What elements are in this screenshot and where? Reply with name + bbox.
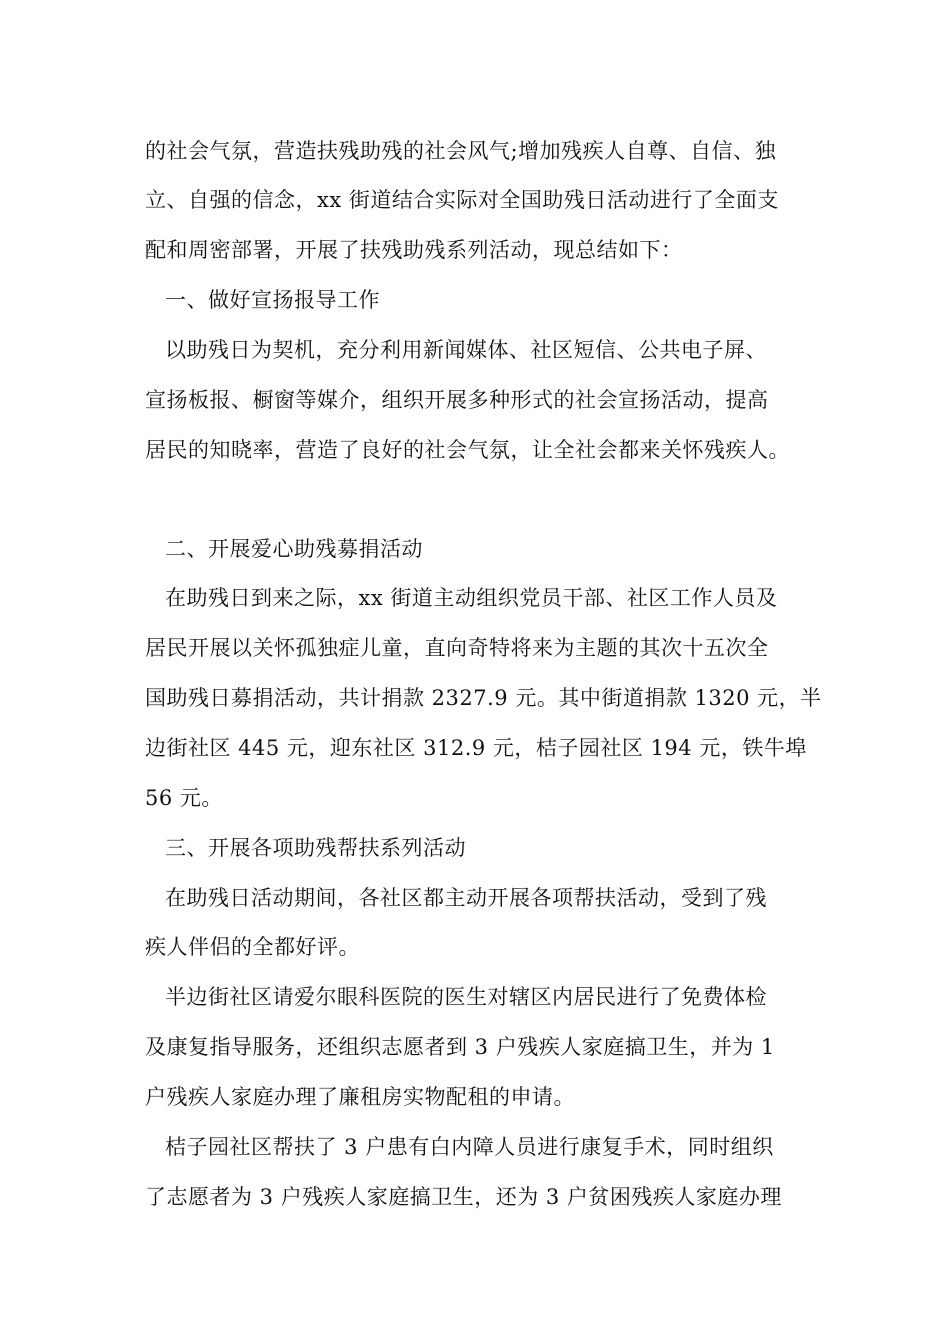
paragraph-line: 国助残日募捐活动，共计捐款 2327.9 元。其中街道捐款 1320 元，半: [145, 686, 822, 710]
paragraph-line: 居民开展以关怀孤独症儿童，直向奇特将来为主题的其次十五次全: [145, 636, 769, 660]
paragraph-line: 户残疾人家庭办理了廉租房实物配租的申请。: [145, 1085, 575, 1109]
paragraph-line: 半边街社区请爱尔眼科医院的医生对辖区内居民进行了免费体检: [165, 985, 767, 1009]
paragraph-line: 在助残日到来之际，xx 街道主动组织党员干部、社区工作人员及: [165, 586, 778, 610]
paragraph-line: 立、自强的信念，xx 街道结合实际对全国助残日活动进行了全面支: [145, 188, 779, 212]
paragraph-line: 配和周密部署，开展了扶残助残系列活动，现总结如下：: [145, 238, 683, 262]
paragraph-line: 居民的知晓率，营造了良好的社会气氛，让全社会都来关怀残疾人。: [145, 438, 790, 462]
paragraph-line: 56 元。: [145, 786, 223, 810]
section-heading-1: 一、做好宣扬报导工作: [165, 288, 380, 312]
paragraph-line: 宣扬板报、橱窗等媒介，组织开展多种形式的社会宣扬活动，提高: [145, 388, 769, 412]
section-heading-3: 三、开展各项助残帮扶系列活动: [165, 836, 466, 860]
section-heading-2: 二、开展爱心助残募捐活动: [165, 537, 423, 561]
paragraph-line: 在助残日活动期间，各社区都主动开展各项帮扶活动，受到了残: [165, 886, 767, 910]
paragraph-line: 了志愿者为 3 户残疾人家庭搞卫生，还为 3 户贫困残疾人家庭办理: [145, 1185, 782, 1209]
paragraph-line: 桔子园社区帮扶了 3 户患有白内障人员进行康复手术，同时组织: [165, 1135, 774, 1159]
paragraph-line: 的社会气氛，营造扶残助残的社会风气;增加残疾人自尊、自信、独: [145, 139, 777, 163]
paragraph-line: 边街社区 445 元，迎东社区 312.9 元，桔子园社区 194 元，铁牛埠: [145, 736, 807, 760]
paragraph-line: 以助残日为契机，充分利用新闻媒体、社区短信、公共电子屏、: [165, 338, 767, 362]
paragraph-line: 及康复指导服务，还组织志愿者到 3 户残疾人家庭搞卫生，并为 1: [145, 1035, 775, 1059]
paragraph-line: 疾人伴侣的全都好评。: [145, 935, 360, 959]
